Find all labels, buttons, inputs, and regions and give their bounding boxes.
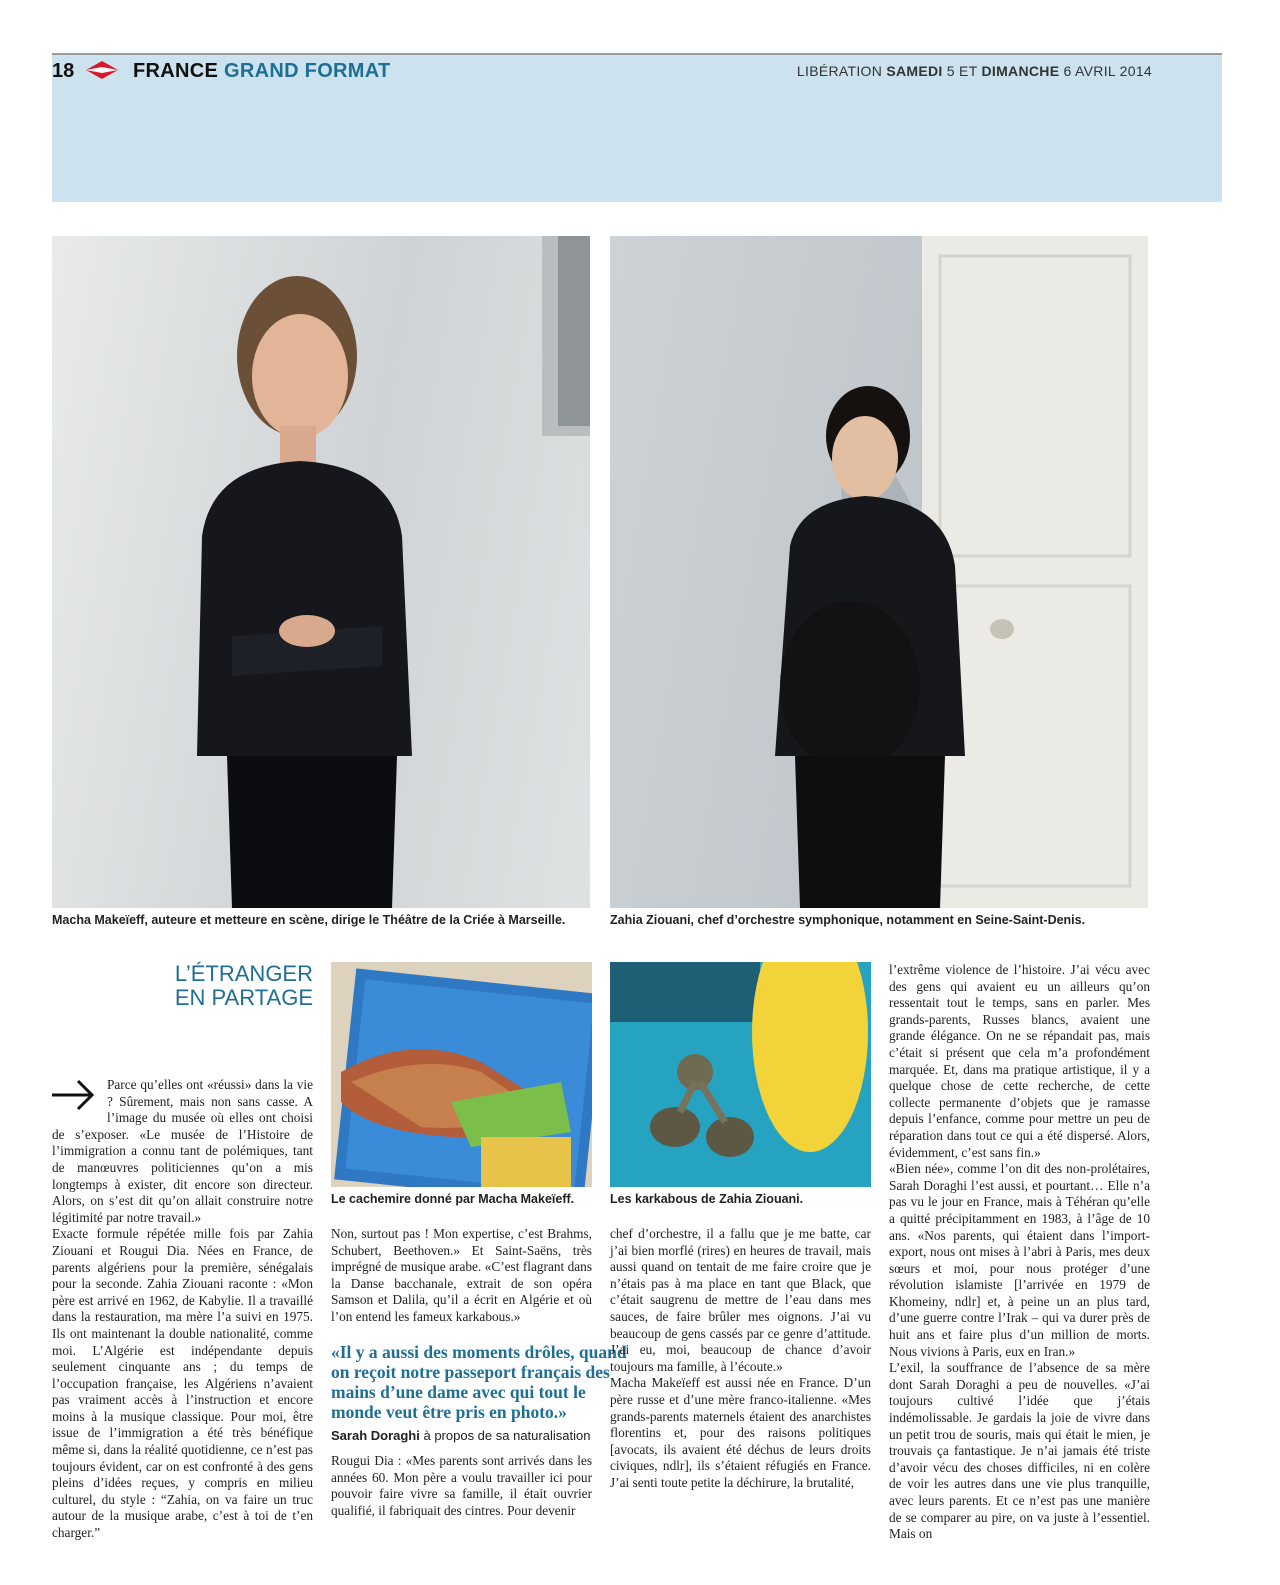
paragraph: chef d’orchestre, il a fallu que je me batte, car j’ai bien morflé (rires) en heures de travail, mais aussi quand on tentait de me faire croire que je n’étais pas à ma place en tant que Black, que c’était saugrenu de mettre de l’eau dans mes sauces, de faire brûler mes oignons. J’ai vu beaucoup de gens cassés par ce genre d’attitude. J’ai eu, moi, beaucoup de chance d’avoir toujours ma famille, à l’écoute.» (610, 1226, 871, 1374)
paragraph: L’exil, la souffrance de l’absence de sa mère dont Sarah Doraghi a peu de nouvelles. «J’ai toujours cultivé l’idée que j’étais indémolissable. Je gardais la joie de vivre dans un petit trou de souris, mais qui était le mien, je trouvais ça fantastique. Je n’ai jamais été triste d’avoir vécu des choses difficiles, ni en colère de voir les autres dans une vie plus tranquille, avec leurs parents. Et ce n’est pas une manière de se comparer au pire, on va juste à l’essentiel. Mais on (889, 1360, 1150, 1542)
arrow-right-icon (52, 1079, 107, 1111)
article-column-2-continued (331, 1453, 592, 1519)
section-title (133, 60, 391, 83)
date-day1: SAMEDI (886, 63, 943, 79)
paragraph: Exacte formule répétée mille fois par Zahia Ziouani et Rougui Dia. Nées en France, de parents algériens pour la première, sénégalais pour la seconde. Zahia Ziouani raconte : «Mon père est arrivé en 1962, de Kabylie. Il a travaillé dans la restauration, ma mère l’a suivi en 1975. Ils ont maintenant la double nationalité, comme moi. L’Algérie est indépendante depuis seulement cinquante ans ; du temps de l’occupation française, les Algériens n’avaient pas vraiment accès à l’instruction et encore moins à la musique classique. Pour moi, être issue de l’immigration a été très bénéfique même si, dans la réalité quotidienne, ce n’est pas toujours évident, car on est confronté à des gens pleins d’idées reçues, y compris en milieu culturel, du style : “Zahia, on va faire un truc autour de la musique arabe, c’est à toi de t’en charger.” (52, 1226, 313, 1541)
article-column-1 (52, 1077, 313, 1542)
paragraph: Parce qu’elles ont «réussi» dans la vie ? Sûrement, mais non sans casse. A l’image du musée où elles ont choisi de s’exposer. «Le musée de l’Histoire de l’immigration a connu tant de polémiques, tant de manœuvres politiciennes qu’on a mis longtemps à exister, dit encore son directeur. Alors, on s’est dit qu’on allait construire notre légitimité par notre travail.» (52, 1077, 313, 1225)
kicker-line1: L’ÉTRANGER (174, 961, 313, 986)
pull-quote-author: Sarah Doraghi (331, 1428, 420, 1443)
article-kicker (140, 962, 313, 1010)
page-number: 18 (52, 60, 75, 82)
article-column-4 (889, 962, 1150, 1543)
photo-cachemire (331, 962, 592, 1187)
photo-caption-cachemire: Le cachemire donné par Macha Makeïeff. (331, 1192, 575, 1206)
photo-caption-karkabou: Les karkabous de Zahia Ziouani. (610, 1192, 804, 1206)
kicker-line2: EN PARTAGE (174, 985, 313, 1010)
pull-quote-context: à propos de sa naturalisation (423, 1428, 591, 1443)
pull-quote: «Il y a aussi des moments drôles, quand on reçoit notre passeport français des mains d’une dame avec qui tout le monde veut être pris en photo.» (331, 1342, 627, 1422)
date-mid: 5 ET (946, 63, 978, 79)
date-suffix: 6 AVRIL 2014 (1063, 63, 1152, 79)
article-column-3 (610, 1226, 871, 1492)
photo-karkabou (610, 962, 871, 1187)
section-accent: GRAND FORMAT (224, 60, 391, 82)
paragraph: Macha Makeïeff est aussi née en France. D’un père russe et d’une mère franco-italienne. «Mes grands-parents maternels étaient des anarchistes florentins et, pour des raisons politiques [avocats, ils avaient été déchus de leurs droits civiques, ndlr], ils s’étaient réfugiés en France. J’ai senti toute petite la déchirure, la brutalité, (610, 1375, 871, 1490)
portrait-macha-makeieff (52, 236, 590, 908)
paragraph: l’extrême violence de l’histoire. J’ai vécu avec des gens qui avaient eu un ailleurs qu’on ressentait tout le temps, sans en parler. Mes grands-parents, Russes blancs, avaient une grande élégance. On ne se répandait pas, mais c’était si présent que cela m’a profondément marquée. Et, dans ma pratique artistique, il y a quelque chose de cette recherche, de cette collecte permanente d’objets que je ramasse depuis l’enfance, comme pour mettre un peu de réparation dans tout ce qui a été dispersé. Alors, évidemment, c’est sans fin.» (889, 962, 1150, 1160)
dateline (797, 63, 1152, 79)
article-column-2 (331, 1226, 592, 1326)
paragraph: Rougui Dia : «Mes parents sont arrivés dans les années 60. Mon père a voulu travailler ici pour pouvoir faire vivre sa famille, il était ouvrier qualifié, il fabriquait des cintres. Pour devenir (331, 1453, 592, 1518)
date-day2: DIMANCHE (981, 63, 1060, 79)
date-prefix: LIBÉRATION (796, 63, 883, 79)
diamond-logo-icon (86, 61, 118, 79)
section-name: FRANCE (133, 60, 219, 82)
pull-quote-attribution (331, 1428, 590, 1443)
paragraph: Non, surtout pas ! Mon expertise, c’est Brahms, Schubert, Beethoven.» Et Saint-Saëns, très imprégné de musique arabe. «C’est flagrant dans la Danse bacchanale, extrait de son opéra Samson et Dalila, qu’il a écrit en Algérie et où l’on entend les fameux karkabous.» (331, 1226, 592, 1324)
paragraph: «Bien née», comme l’on dit des non-prolétaires, Sarah Doraghi l’est aussi, et pourtant… Elle n’a pas vu le jour en France, mais à Téhéran qu’elle a quitté précipitamment en 1983, à l’âge de 10 ans. «Nos parents, qui étaient dans l’import-export, nous ont mises à l’abri à Paris, mes deux sœurs et moi, pour nous protéger d’une révolution islamiste [l’arrivée en 1979 de Khomeiny, ndlr] et, à peine un an plus tard, d’une guerre contre l’Irak – qui va durer près de huit ans et faire plus d’un million de morts. Nous vivions à Paris, eux en Iran.» (889, 1161, 1150, 1359)
portrait-zahia-ziouani (610, 236, 1148, 908)
photo-caption-left: Macha Makeïeff, auteure et metteure en scène, dirige le Théâtre de la Criée à Marseille. (52, 913, 566, 927)
photo-caption-right: Zahia Ziouani, chef d’orchestre symphonique, notamment en Seine-Saint-Denis. (610, 913, 1086, 927)
